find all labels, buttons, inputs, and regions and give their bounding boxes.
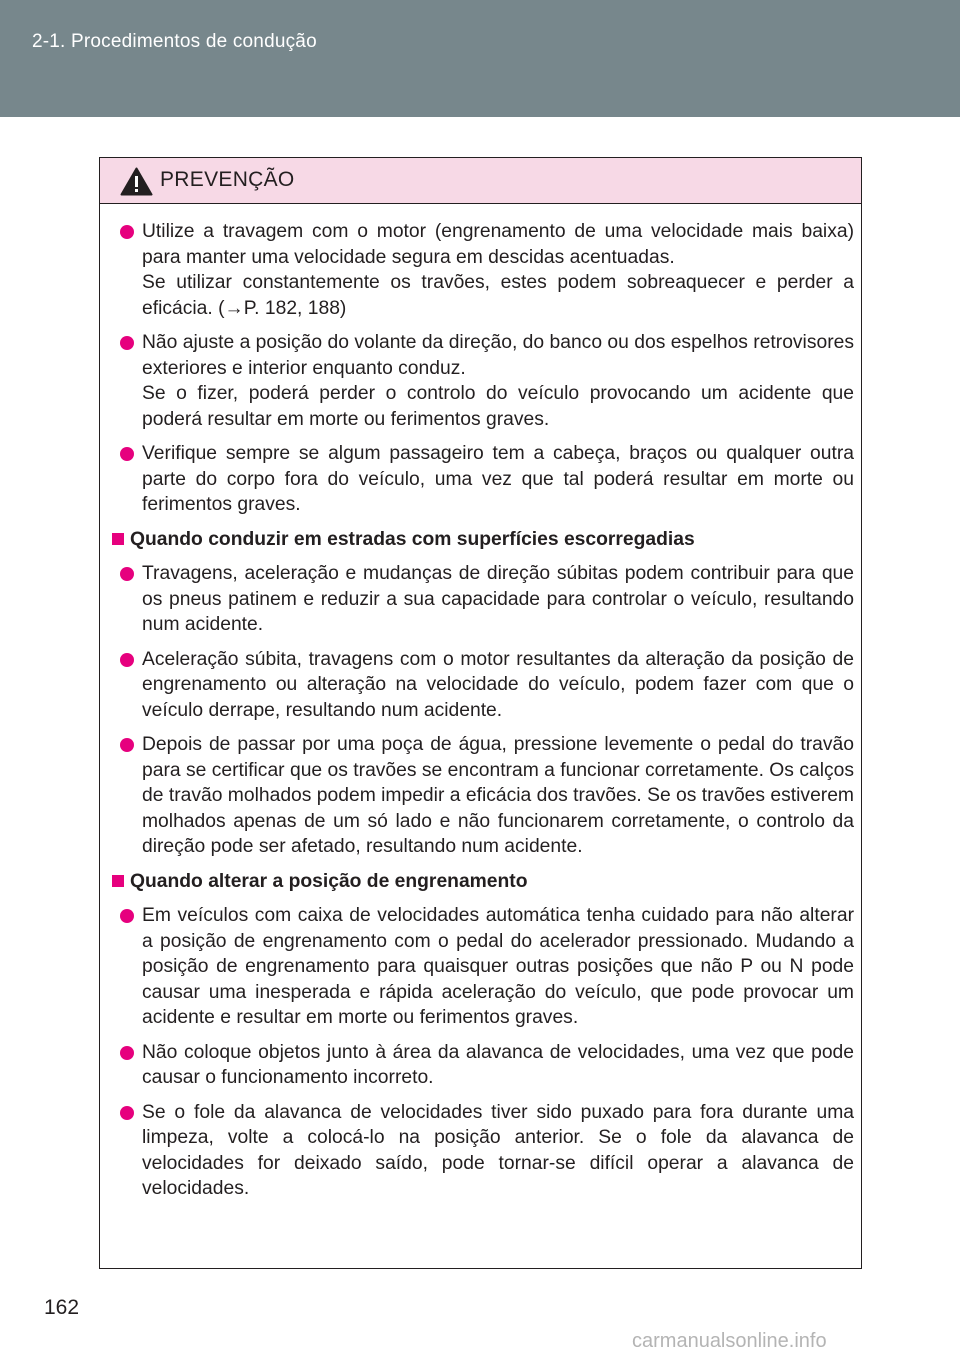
warning-header — [100, 158, 861, 204]
item-text: Não ajuste a posição do volante da direção, do banco ou dos espelhos retrovisores exteriores e interior enquanto conduz. — [142, 332, 854, 379]
item-text: Se o fole da alavanca de velocidades tiver sido puxado para fora durante uma limpeza, volte a colocá-lo na posição anterior. Se o fole da alavanca de velocidades for deixado saído, pode tornar-se difícil operar a alavanca de velocidades. — [142, 1101, 854, 1199]
item-text: Depois de passar por uma poça de água, pressione levemente o pedal do travão para se certificar que os travões se encontram a funcionar corretamente. Os calços de travão molhados podem impedir a eficácia dos travões. Se os travões estiverem molhados apenas de um só lado e não funcionarem corretamente, o controlo da direção pode ser afetado, resultando num acidente. — [142, 734, 854, 857]
page-header — [0, 0, 960, 117]
bullet-circle-icon — [120, 336, 134, 350]
item-text: Verifique sempre se algum passageiro tem a cabeça, braços ou qualquer outra parte do corpo fora do veículo, uma vez que tal poderá resultar em morte ou ferimentos graves. — [142, 443, 854, 515]
bullet-circle-icon — [120, 567, 134, 581]
warning-title: PREVENÇÃO — [160, 168, 295, 191]
watermark: carmanualsonline.info — [632, 1330, 827, 1352]
bullet-circle-icon — [120, 1106, 134, 1120]
item-text: Se o fizer, poderá perder o controlo do veículo provocando um acidente que poderá resultar em morte ou ferimentos graves. — [142, 383, 854, 430]
warning-triangle-icon — [120, 167, 153, 196]
list-item — [112, 561, 854, 638]
section-heading — [112, 869, 854, 895]
item-text: Utilize a travagem com o motor (engrenamento de uma velocidade mais baixa) para manter uma velocidade segura em descidas acentuadas. — [142, 221, 854, 268]
bullet-circle-icon — [120, 447, 134, 461]
bullet-circle-icon — [120, 1046, 134, 1060]
bullet-circle-icon — [120, 738, 134, 752]
list-item — [112, 732, 854, 860]
section-heading — [112, 527, 854, 553]
square-marker-icon — [112, 533, 124, 545]
square-marker-icon — [112, 875, 124, 887]
list-item — [112, 441, 854, 518]
list-item — [112, 647, 854, 724]
item-text: Aceleração súbita, travagens com o motor resultantes da alteração da posição de engrenamento ou alteração na velocidade do veículo, podem fazer com que o veículo derrape, resultando num acidente. — [142, 648, 854, 721]
list-item — [112, 330, 854, 432]
list-item — [112, 1040, 854, 1091]
section-heading-text: Quando conduzir em estradas com superfícies escorregadias — [130, 528, 695, 550]
item-text: Não coloque objetos junto à área da alavanca de velocidades, uma vez que pode causar o funcionamento incorreto. — [142, 1041, 854, 1088]
warning-box — [99, 157, 862, 1269]
section-title: 2-1. Procedimentos de condução — [32, 31, 317, 52]
warning-content — [112, 219, 854, 1211]
bullet-circle-icon — [120, 909, 134, 923]
item-text: Travagens, aceleração e mudanças de direção súbitas podem contribuir para que os pneus patinem e reduzir a sua capacidade para controlar o veículo, resultando num acidente. — [142, 563, 854, 635]
bullet-circle-icon — [120, 225, 134, 239]
list-item — [112, 219, 854, 321]
item-text: Se utilizar constantemente os travões, estes podem sobreaquecer e perder a eficácia. (→P. 182, 188) — [142, 272, 854, 319]
bullet-circle-icon — [120, 653, 134, 667]
list-item — [112, 903, 854, 1031]
page-number: 162 — [44, 1296, 80, 1319]
item-text: Em veículos com caixa de velocidades automática tenha cuidado para não alterar a posição de engrenamento com o pedal do acelerador pressionado. Mudando a posição de engrenamento para quaisquer outras posições que não P ou N pode causar uma inesperada e rápida aceleração do veículo, que pode provocar um acidente e resultar em morte ou ferimentos graves. — [142, 905, 854, 1028]
list-item — [112, 1100, 854, 1202]
section-heading-text: Quando alterar a posição de engrenamento — [130, 870, 528, 892]
